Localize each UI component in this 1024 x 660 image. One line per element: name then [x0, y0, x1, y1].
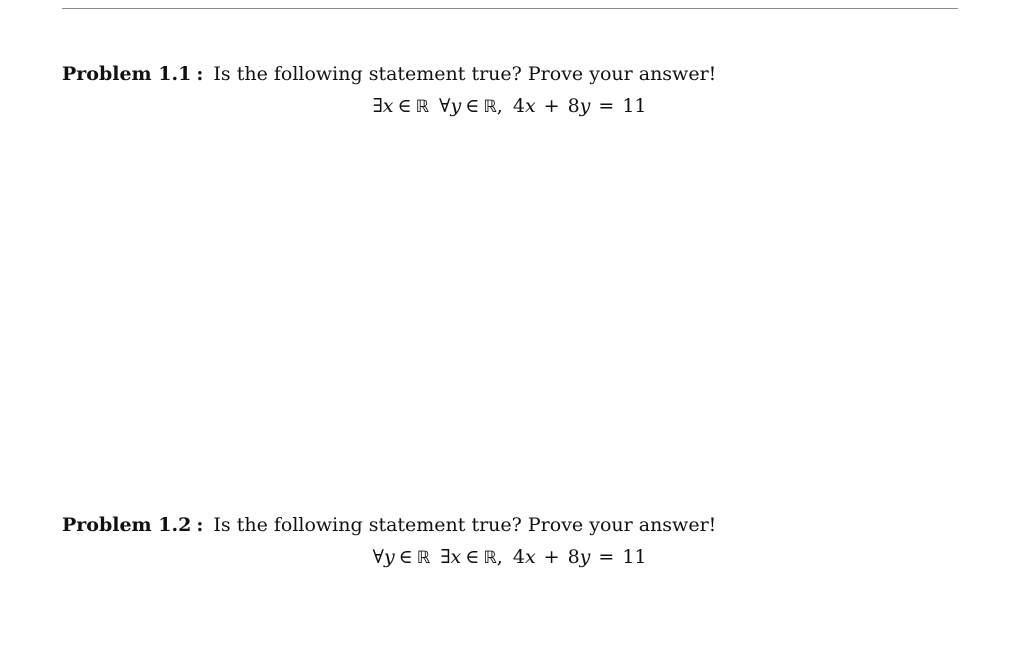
coefficient-2: 8 — [567, 95, 580, 117]
problem-question: Is the following statement true? Prove your answer! — [213, 514, 717, 536]
coefficient-1: 4 — [512, 546, 525, 568]
problem-label: Problem 1.2 — [62, 514, 192, 536]
header-rule — [62, 8, 958, 9]
variable-1: x — [382, 95, 394, 117]
equals-sign: = — [598, 546, 615, 568]
variable-2: y — [450, 95, 462, 117]
plus-sign: + — [543, 95, 560, 117]
problem-question: Is the following statement true? Prove your answer! — [213, 63, 717, 85]
problem-1-1 — [62, 62, 962, 117]
term-y: y — [579, 546, 591, 568]
coefficient-2: 8 — [567, 546, 580, 568]
rhs-value: 11 — [622, 546, 647, 568]
problem-formula — [62, 94, 957, 119]
coefficient-1: 4 — [512, 95, 525, 117]
formula-comma: , — [496, 546, 503, 568]
variable-2: x — [450, 546, 462, 568]
variable-1: y — [383, 546, 395, 568]
problem-statement — [62, 62, 962, 86]
quantifier-2: ∀ — [439, 95, 451, 117]
reals-2: ℝ — [483, 548, 497, 568]
problem-label: Problem 1.1 — [62, 63, 192, 85]
term-y: y — [579, 95, 591, 117]
quantifier-1: ∀ — [372, 546, 384, 568]
formula-comma: , — [496, 95, 503, 117]
reals-1: ℝ — [415, 97, 430, 117]
element-of-1: ∈ — [397, 95, 412, 117]
problem-colon: : — [196, 63, 204, 85]
element-of-2: ∈ — [465, 546, 480, 568]
term-x: x — [524, 546, 536, 568]
quantifier-1: ∃ — [372, 95, 383, 117]
element-of-2: ∈ — [465, 95, 480, 117]
quantifier-2: ∃ — [440, 546, 451, 568]
plus-sign: + — [543, 546, 560, 568]
problem-1-2 — [62, 513, 962, 568]
equals-sign: = — [598, 95, 615, 117]
rhs-value: 11 — [622, 95, 647, 117]
reals-2: ℝ — [483, 97, 497, 117]
problem-statement — [62, 513, 962, 537]
problem-formula — [62, 545, 957, 570]
element-of-1: ∈ — [398, 546, 413, 568]
reals-1: ℝ — [416, 548, 431, 568]
term-x: x — [524, 95, 536, 117]
problem-colon: : — [196, 514, 204, 536]
